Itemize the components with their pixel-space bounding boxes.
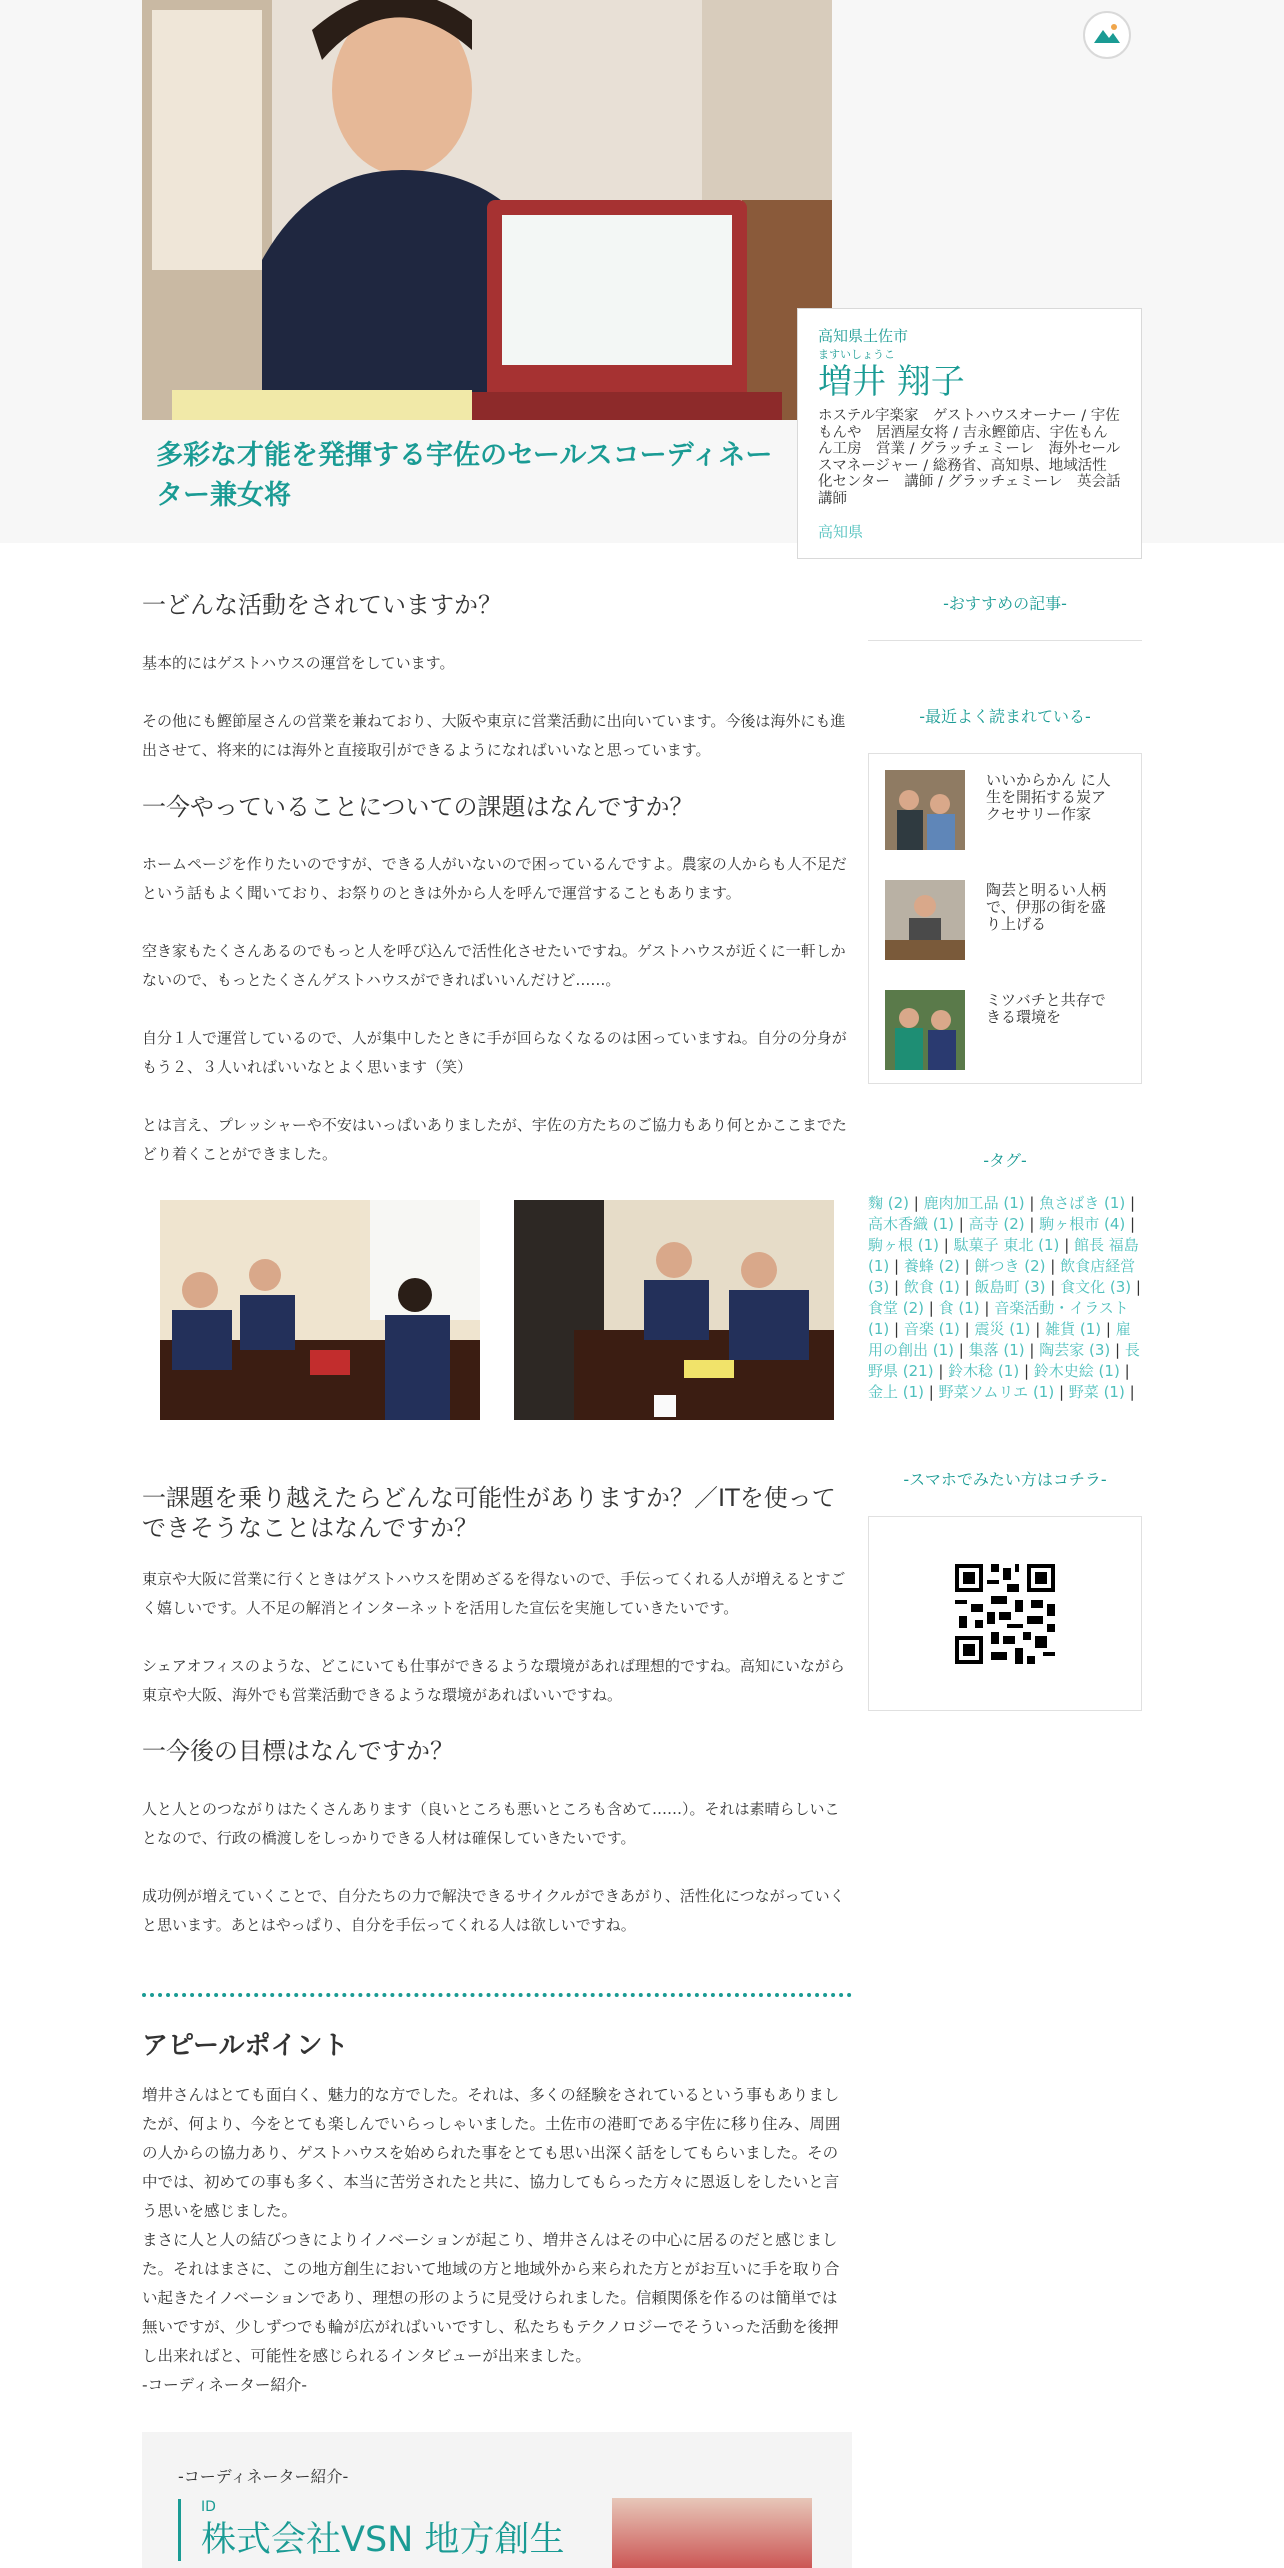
paragraph: 基本的にはゲストハウスの運営をしています。 bbox=[142, 654, 455, 672]
tag-separator: | bbox=[1110, 1341, 1125, 1359]
recommend-heading: -おすすめの記事- bbox=[943, 594, 1067, 613]
qr-box bbox=[868, 1516, 1142, 1711]
tag-link[interactable]: 鈴木稔 (1) bbox=[948, 1362, 1020, 1380]
popular-heading: -最近よく読まれている- bbox=[919, 707, 1091, 726]
interview-photo bbox=[514, 1200, 834, 1420]
tag-link[interactable]: 食 (1) bbox=[938, 1299, 980, 1317]
article-title: 多彩な才能を発揮する宇佐のセールスコーディネーター兼女将 bbox=[156, 440, 773, 511]
tag-link[interactable]: 食堂 (2) bbox=[868, 1299, 925, 1317]
profile-prefecture: 高知県土佐市 bbox=[818, 327, 909, 345]
profile-tag-link[interactable]: 高知県 bbox=[818, 523, 864, 541]
paragraph: とは言え、プレッシャーや不安はいっぱいありましたが、宇佐の方たちのご協力もあり何とかここまでたどり着くことができました。 bbox=[142, 1116, 847, 1163]
appeal-text: 増井さんはとても面白く、魅力的な方でした。それは、多くの経験をされているという事もありましたが、何より、今をとても楽しんでいらっしゃいました。土佐市の港町である宇佐に移り住み、周囲の人からの協力あり、ゲストハウスを始められた事をとても思い出深く話をしてもらいました。その中では、初めての事も多く、本当に苦労されたと共に、協力してもらった方々に恩返しをしたいと言う思いを感じました。 まさに人と人の結びつきによりイノベーションが起こり、増井さんはその中心に居るのだと感じました。それはまさに、この地方創生において地域の方と地域外から来られた方とがお互いに手を取り合い起きたイノベーションであり、理想の形のように見受けられました。信頼関係を作るのは簡単では無いですが、少しずつでも輪が広がればいいですし、私たちもテクノロジーでそういった活動を後押し出来ればと、可能性を感じられるインタビューが出来ました。 -コーディネーター紹介- bbox=[142, 2086, 841, 2394]
popular-title[interactable]: 陶芸と明るい人柄で、伊那の街を盛り上げる bbox=[986, 881, 1107, 933]
tag-separator: | bbox=[959, 1257, 975, 1275]
section-heading: 一課題を乗り越えたらどんな可能性がありますか？／ITを使ってできそうなことはなんですか？ bbox=[142, 1484, 836, 1542]
tag-link[interactable]: 鈴木史絵 (1) bbox=[1033, 1362, 1120, 1380]
popular-item[interactable] bbox=[885, 990, 1125, 1070]
popular-item[interactable] bbox=[885, 770, 1125, 850]
paragraph: シェアオフィスのような、どこにいても仕事ができるような環境があれば理想的ですね。高知にいながら東京や大阪、海外でも営業活動できるような環境があればいいですね。 bbox=[142, 1657, 845, 1704]
tag-link[interactable]: 集落 (1) bbox=[968, 1341, 1025, 1359]
tag-separator: | bbox=[1030, 1320, 1046, 1338]
section-heading: 一今後の目標はなんですか？ bbox=[142, 1737, 454, 1765]
tag-separator: | bbox=[1119, 1362, 1130, 1380]
tag-link[interactable]: 音楽活動・イラスト (1) bbox=[868, 1299, 1129, 1338]
hero-photo bbox=[142, 0, 832, 420]
tag-separator: | bbox=[889, 1257, 904, 1275]
tag-separator: | bbox=[1101, 1320, 1116, 1338]
mountain-logo-icon bbox=[1089, 17, 1125, 53]
tag-link[interactable]: 飯島町 (3) bbox=[974, 1278, 1046, 1296]
tag-link[interactable]: 野菜ソムリエ (1) bbox=[938, 1383, 1055, 1401]
tag-separator: | bbox=[1054, 1383, 1069, 1401]
tag-link[interactable]: 震災 (1) bbox=[974, 1320, 1031, 1338]
tag-separator: | bbox=[1024, 1341, 1040, 1359]
tag-separator: | bbox=[954, 1215, 969, 1233]
profile-card bbox=[797, 308, 1142, 559]
tag-separator: | bbox=[1024, 1215, 1040, 1233]
appeal-heading: アピールポイント bbox=[142, 2031, 349, 2061]
tag-link[interactable]: 餅つき (2) bbox=[974, 1257, 1046, 1275]
tag-link[interactable]: 魚さばき (1) bbox=[1039, 1194, 1126, 1212]
tag-separator: | bbox=[909, 1194, 924, 1212]
tag-separator: | bbox=[924, 1383, 939, 1401]
tag-link[interactable]: 長野県 (21) bbox=[868, 1341, 1140, 1380]
tag-separator: | bbox=[933, 1362, 949, 1380]
tag-separator: | bbox=[1045, 1278, 1061, 1296]
tag-separator: | bbox=[939, 1236, 954, 1254]
tag-separator: | bbox=[889, 1278, 904, 1296]
paragraph: ホームページを作りたいのですが、できる人がいないので困っているんですよ。農家の人からも人不足だという話もよく聞いており、お祭りのときは外から人を呼んで運営することもあります。 bbox=[142, 855, 847, 902]
tag-separator: | bbox=[954, 1341, 969, 1359]
tag-link[interactable]: 駒ヶ根市 (4) bbox=[1039, 1215, 1126, 1233]
tag-link[interactable]: 鹿肉加工品 (1) bbox=[923, 1194, 1025, 1212]
paragraph: 東京や大阪に営業に行くときはゲストハウスを閉めざるを得ないので、手伝ってくれる人が増えるとすごく嬉しいです。人不足の解消とインターネットを活用した宣伝を実施していきたいです。 bbox=[142, 1570, 846, 1617]
qr-code-icon bbox=[955, 1564, 1055, 1664]
coordinator-box bbox=[142, 2432, 852, 2568]
paragraph: 成功例が増えていくことで、自分たちの力で解決できるサイクルができあがり、活性化につながっていくと思います。あとはやっぱり、自分を手伝ってくれる人は欲しいですね。 bbox=[142, 1887, 845, 1934]
tag-link[interactable]: 館長 福島 (1) bbox=[868, 1236, 1139, 1275]
tag-link[interactable]: 陶芸家 (3) bbox=[1039, 1341, 1111, 1359]
tag-link[interactable]: 麴 (2) bbox=[868, 1194, 910, 1212]
popular-list bbox=[868, 753, 1142, 1084]
coordinator-company[interactable]: 株式会社VSN 地方創生 bbox=[201, 2520, 565, 2560]
tag-separator: | bbox=[959, 1320, 975, 1338]
tag-link[interactable]: 駒ヶ根 (1) bbox=[868, 1236, 940, 1254]
tag-link[interactable]: 野菜 (1) bbox=[1068, 1383, 1125, 1401]
tag-link[interactable]: 雑貨 (1) bbox=[1045, 1320, 1102, 1338]
popular-title[interactable]: ミツバチと共存できる環境を bbox=[986, 991, 1106, 1026]
section-heading: 一どんな活動をされていますか？ bbox=[142, 591, 502, 619]
tag-link[interactable]: 雇用の創出 (1) bbox=[868, 1320, 1131, 1359]
tag-separator: | bbox=[1125, 1215, 1136, 1233]
tag-separator: | bbox=[1059, 1236, 1075, 1254]
paragraph: 自分１人で運営しているので、人が集中したときに手が回らなくなるのは困っていますね。自分の分身がもう２、３人いればいいなとよく思います（笑） bbox=[142, 1029, 847, 1076]
tag-separator: | bbox=[1045, 1257, 1061, 1275]
sidebar-separator bbox=[868, 640, 1142, 641]
coordinator-label: -コーディネーター紹介- bbox=[178, 2467, 349, 2486]
paragraph: 空き家もたくさんあるのでもっと人を呼び込んで活性化させたいですね。ゲストハウスが近くに一軒しかないので、もっとたくさんゲストハウスができればいいんだけど……。 bbox=[142, 942, 846, 989]
paragraph: 人と人とのつながりはたくさんあります（良いところも悪いところも含めて……）。それは素晴らしいことなので、行政の橋渡しをしっかりできる人材は確保していきたいです。 bbox=[142, 1800, 840, 1847]
tag-cloud bbox=[868, 1193, 1142, 1403]
tag-link[interactable]: 高寺 (2) bbox=[968, 1215, 1025, 1233]
tag-separator: | bbox=[959, 1278, 975, 1296]
popular-item[interactable] bbox=[885, 880, 1125, 960]
tag-link[interactable]: 駄菓子 東北 (1) bbox=[953, 1236, 1060, 1254]
section-divider bbox=[142, 1993, 852, 1997]
coordinator-photo bbox=[612, 2498, 812, 2568]
tag-link[interactable]: 高木香織 (1) bbox=[868, 1215, 955, 1233]
paragraph: その他にも鰹節屋さんの営業を兼ねており、大阪や東京に営業活動に出向いています。今後は海外にも進出させて、将来的には海外と直接取引ができるようになればいいなと思っています。 bbox=[142, 712, 846, 759]
section-heading: 一今やっていることについての課題はなんですか？ bbox=[142, 793, 694, 821]
tag-separator: | bbox=[979, 1299, 995, 1317]
tag-link[interactable]: 食文化 (3) bbox=[1060, 1278, 1132, 1296]
tag-link[interactable]: 養蜂 (2) bbox=[903, 1257, 960, 1275]
tag-separator: | bbox=[1125, 1194, 1136, 1212]
profile-name-ruby: ますいしょうこ bbox=[818, 348, 895, 361]
tag-link[interactable]: 飲食 (1) bbox=[903, 1278, 960, 1296]
tag-link[interactable]: 金上 (1) bbox=[868, 1383, 925, 1401]
popular-thumbnail bbox=[885, 770, 965, 850]
tag-separator: | bbox=[889, 1320, 904, 1338]
popular-thumbnail bbox=[885, 990, 965, 1070]
photo-gallery bbox=[142, 1200, 852, 1420]
interview-photo bbox=[160, 1200, 480, 1420]
tag-link[interactable]: 音楽 (1) bbox=[903, 1320, 960, 1338]
tag-separator: | bbox=[1024, 1194, 1040, 1212]
qr-heading: -スマホでみたい方はコチラ- bbox=[903, 1470, 1107, 1489]
profile-name: 増井 翔子 bbox=[818, 362, 965, 402]
popular-title[interactable]: いいからかん に人生を開拓する炭アクセサリー作家 bbox=[986, 771, 1111, 823]
tags-heading: -タグ- bbox=[983, 1151, 1027, 1170]
tag-separator: | bbox=[1131, 1278, 1141, 1296]
tag-separator: | bbox=[924, 1299, 939, 1317]
tag-link[interactable]: 飲食店経営 (3) bbox=[868, 1257, 1136, 1296]
coordinator-id: ID bbox=[201, 2499, 216, 2515]
profile-roles: ホステル宇楽家 ゲストハウスオーナー / 宇佐もんや 居酒屋女将 / 吉永鰹節店、宇佐もんん工房 営業 / グラッチェミーレ 海外セールスマネージャー / 総務省、高知県、地域活性化センター 講師 / グラッチェミーレ 英会話講師 bbox=[818, 408, 1121, 507]
tag-separator: | bbox=[1124, 1383, 1135, 1401]
tag-separator: | bbox=[1019, 1362, 1034, 1380]
site-logo[interactable] bbox=[1083, 11, 1131, 59]
popular-thumbnail bbox=[885, 880, 965, 960]
